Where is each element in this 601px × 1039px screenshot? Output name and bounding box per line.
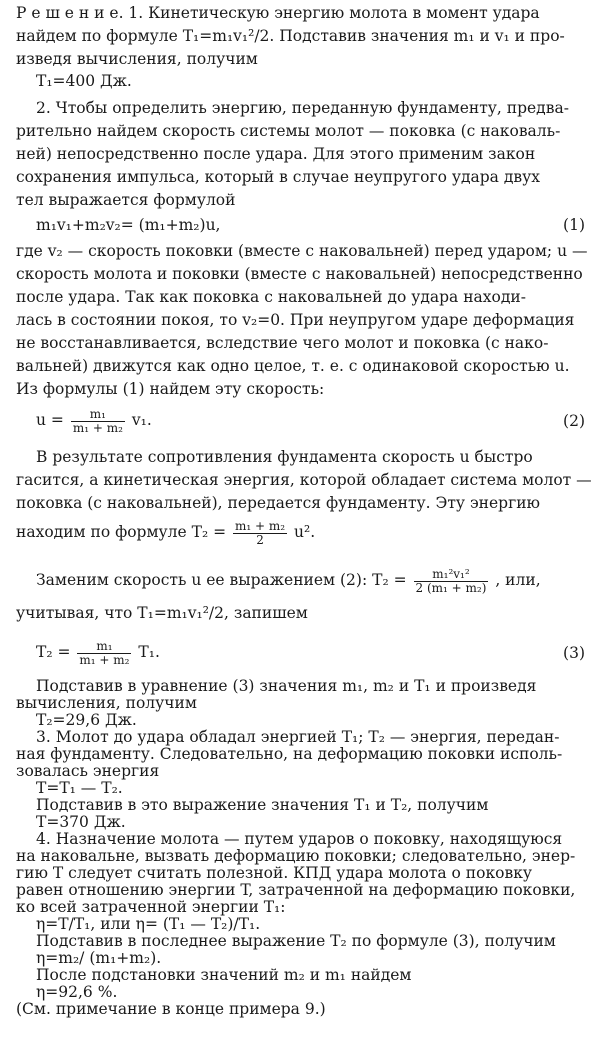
equation-number-3: (3)	[563, 644, 585, 662]
text-line: изведя вычисления, получим	[16, 50, 258, 68]
text-line: ко всей затраченной энергии T₁:	[16, 898, 286, 916]
eq3-lhs: T₂ =	[36, 643, 71, 661]
text-line: тел выражается формулой	[16, 191, 236, 209]
text-line: ная фундаменту. Следовательно, на деформацию поковки исполь-	[16, 745, 563, 763]
replace-prefix: Заменим скорость u ее выражением (2): T₂ =	[36, 571, 407, 589]
eq3-numerator: m₁	[77, 640, 131, 654]
equation-number-1: (1)	[563, 216, 585, 234]
formula-eta: η=T/T₁, или η= (T₁ — T₂)/T₁.	[36, 915, 261, 933]
formula-t: T=T₁ — T₂.	[36, 779, 123, 797]
text-line: не восстанавливается, вследствие чего молот и поковка (с нако-	[16, 334, 549, 352]
text-line: лась в состоянии покоя, то v₂=0. При неупругом ударе деформация	[16, 311, 575, 329]
eq3-rhs: T₁.	[138, 643, 160, 661]
footnote: (См. примечание в конце примера 9.)	[16, 1000, 326, 1018]
text-line: поковка (с наковальней), передается фундаменту. Эту энергию	[16, 494, 541, 512]
t2-prefix: находим по формуле T₂ =	[16, 523, 227, 541]
formula-eta-final: η=m₂/ (m₁+m₂).	[36, 949, 162, 967]
text-line: После подстановки значений m₂ и m₁ найдем	[36, 966, 412, 984]
text-line: сохранения импульса, который в случае неупругого удара двух	[16, 168, 540, 186]
text-line: Подставив в это выражение значения T₁ и T₂, получим	[36, 796, 489, 814]
text-line: 4. Назначение молота — путем ударов о поковку, находящуюся	[36, 830, 563, 848]
text-line: Подставив в уравнение (3) значения m₁, m₂ и T₁ и произведя	[36, 677, 537, 695]
text-line: Из формулы (1) найдем эту скорость:	[16, 380, 325, 398]
text-line: Р е ш е н и е. 1. Кинетическую энергию молота в момент удара	[16, 4, 540, 22]
text-line: где v₂ — скорость поковки (вместе с наковальней) перед ударом; u —	[16, 242, 588, 260]
eq2-numerator: m₁	[71, 408, 125, 422]
eq2-rhs: v₁.	[131, 411, 152, 429]
result-eta: η=92,6 %.	[36, 983, 118, 1001]
equation-number-2: (2)	[563, 412, 585, 430]
text-line: на наковальне, вызвать деформацию поковки; следовательно, энер-	[16, 847, 576, 865]
text-line: равен отношению энергии T, затраченной на деформацию поковки,	[16, 881, 576, 899]
text-line: после удара. Так как поковка с наковальней до удара находи-	[16, 288, 526, 306]
t2-fraction	[233, 520, 287, 547]
equation-2	[36, 402, 585, 438]
eq2-denominator: m₁ + m₂	[72, 420, 123, 435]
text-line: вычисления, получим	[16, 694, 197, 712]
replace-numerator: m₁²v₁²	[414, 568, 489, 582]
text-line: найдем по формуле T₁=m₁v₁²/2. Подставив значения m₁ и v₁ и про-	[16, 27, 565, 45]
text-line: скорость молота и поковки (вместе с наковальней) непосредственно	[16, 265, 583, 283]
equation-1: m₁v₁+m₂v₂= (m₁+m₂)u,	[36, 216, 221, 234]
eq3-denominator: m₁ + m₂	[79, 652, 130, 667]
result-t: T=370 Дж.	[36, 813, 126, 831]
text-line: гасится, а кинетическая энергия, которой обладает система молот —	[16, 471, 592, 489]
result-t2: T₂=29,6 Дж.	[36, 711, 137, 729]
text-line: ней) непосредственно после удара. Для этого применим закон	[16, 145, 536, 163]
eq3-fraction	[77, 640, 131, 667]
t2-denominator: 2	[256, 532, 264, 547]
replace-fraction	[414, 568, 489, 595]
text-line: учитывая, что T₁=m₁v₁²/2, запишем	[16, 604, 308, 622]
text-line: зовалась энергия	[16, 762, 160, 780]
replace-suffix: , или,	[495, 571, 541, 589]
replace-denominator: 2 (m₁ + m₂)	[415, 580, 487, 595]
t2-formula-line	[16, 514, 585, 550]
equation-3	[36, 634, 585, 670]
text-line: Подставив в последнее выражение T₂ по формуле (3), получим	[36, 932, 556, 950]
eq2-lhs: u =	[36, 411, 64, 429]
eq2-fraction	[71, 408, 125, 435]
text-line: В результате сопротивления фундамента скорость u быстро	[36, 448, 533, 466]
text-line: рительно найдем скорость системы молот — поковка (с наковаль-	[16, 122, 561, 140]
text-line: 2. Чтобы определить энергию, переданную фундаменту, предва-	[36, 99, 569, 117]
result-t1: T₁=400 Дж.	[36, 72, 132, 90]
replace-line	[36, 562, 585, 598]
t2-numerator: m₁ + m₂	[235, 518, 286, 533]
text-line: вальней) движутся как одно целое, т. е. с одинаковой скоростью u.	[16, 357, 570, 375]
t2-suffix: u².	[294, 523, 316, 541]
text-line: 3. Молот до удара обладал энергией T₁; T₂ — энергия, передан-	[36, 728, 560, 746]
text-line: гию T следует считать полезной. КПД удара молота о поковку	[16, 864, 532, 882]
